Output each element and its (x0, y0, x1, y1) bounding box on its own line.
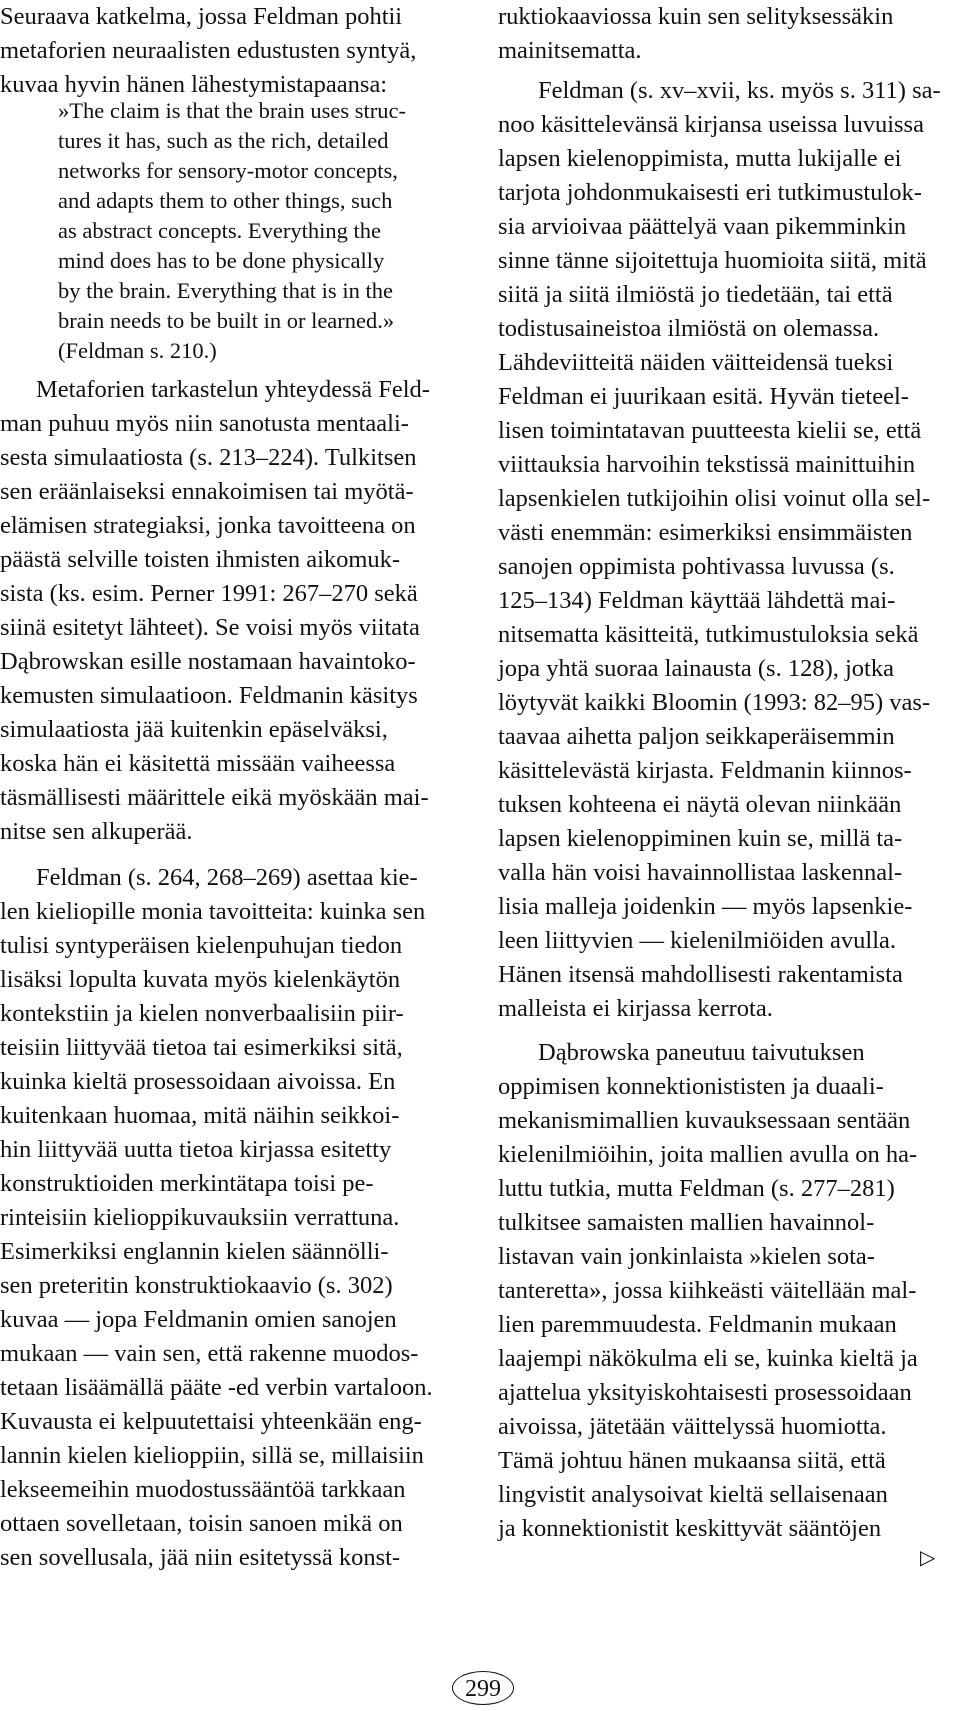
text-line: lapsenkielen tutkijoihin olisi voinut olla sel- (498, 485, 931, 512)
text-line: sia arvioivaa päättelyä vaan pikemminkin (498, 213, 907, 240)
text-line: jopa yhtä suoraa lainausta (s. 128), jotka (498, 655, 894, 682)
paragraph-start: Metaforien tarkastelun yhteydessä Feld- (36, 376, 430, 403)
text-line: rinteisiin kielioppikuvauksiin verrattuna. (0, 1204, 400, 1231)
quote-line: mind does has to be done physically (58, 248, 385, 273)
text-line: sen eräänlaiseksi ennakoimisen tai myötä- (0, 478, 414, 505)
text-line: metaforien neuraalisten edustusten syntyä, (0, 37, 417, 64)
text-line: len kieliopille monia tavoitteita: kuinka sen (0, 898, 426, 925)
text-line: sesta simulaatiosta (s. 213–224). Tulkitsen (0, 444, 417, 471)
text-line: täsmällisesti määrittele eikä myöskään mai- (0, 784, 429, 811)
quote-line: brain needs to be built in or learned.» (58, 308, 395, 333)
text-line: valla hän voisi havainnollistaa laskennal- (498, 859, 903, 886)
text-line: leen liittyvien — kielenilmiöiden avulla. (498, 927, 897, 954)
text-line: noo käsittelevänsä kirjansa useissa luvuissa (498, 111, 924, 138)
text-line: mainitsematta. (498, 37, 642, 64)
quote-line: as abstract concepts. Everything the (58, 218, 382, 243)
text-line: taavaa aihetta paljon seikkaperäisemmin (498, 723, 895, 750)
text-line: tulkitsee samaisten mallien havainnol- (498, 1209, 875, 1236)
text-line: sinne tänne sijoitettuja huomioita siitä, mitä (498, 247, 927, 274)
text-line: tulisi syntyperäisen kielenpuhujan tiedon (0, 932, 403, 959)
text-line: aivoissa, jätetään väittelyssä huomiotta. (498, 1413, 887, 1440)
continue-arrow-icon: ▷ (920, 1547, 936, 1569)
text-line: lisäksi lopulta kuvata myös kielenkäytön (0, 966, 401, 993)
text-line: elämisen strategiaksi, jonka tavoitteena on (0, 512, 416, 539)
text-line: nitsematta käsitteitä, tutkimustuloksia sekä (498, 621, 919, 648)
text-line: ja konnektionistit keskittyvät sääntöjen (498, 1515, 882, 1542)
text-line: tarjota johdonmukaisesti eri tutkimustulok- (498, 179, 922, 206)
text-line: kuvaa — jopa Feldmanin omien sanojen (0, 1306, 397, 1333)
text-line: teisiin liittyvää tietoa tai esimerkiksi sitä, (0, 1034, 403, 1061)
text-line: lapsen kielenoppimista, mutta lukijalle ei (498, 145, 902, 172)
text-line: sista (ks. esim. Perner 1991: 267–270 sekä (0, 580, 418, 607)
text-line: sanojen oppimista pohtivassa luvussa (s. (498, 553, 895, 580)
text-line: oppimisen konnektionististen ja duaali- (498, 1073, 884, 1100)
text-line: lannin kielen kielioppiin, sillä se, millaisiin (0, 1442, 424, 1469)
text-line: lien paremmuudesta. Feldmanin mukaan (498, 1311, 897, 1338)
text-line: sen preteritin konstruktiokaavio (s. 302) (0, 1272, 393, 1299)
text-line: kuinka kieltä prosessoidaan aivoissa. En (0, 1068, 396, 1095)
text-line: mekanismimallien kuvauksessaan sentään (498, 1107, 911, 1134)
text-line: lisia malleja joidenkin — myös lapsenkie- (498, 893, 913, 920)
text-line: Kuvausta ei kelpuutettaisi yhteenkään eng- (0, 1408, 422, 1435)
text-line: malleista ei kirjassa kerrota. (498, 995, 773, 1022)
quote-line: tures it has, such as the rich, detailed (58, 128, 389, 153)
text-line: ruktiokaaviossa kuin sen selityksessäkin (498, 3, 894, 30)
text-line: Tämä johtuu hänen mukaansa siitä, että (498, 1447, 886, 1474)
quote-citation: (Feldman s. 210.) (58, 338, 217, 363)
text-line: siitä ja siitä ilmiöstä jo tiedetään, tai että (498, 281, 893, 308)
quote-line: by the brain. Everything that is in the (58, 278, 393, 303)
quote-line: networks for sensory-motor concepts, (58, 158, 398, 183)
text-line: konstruktioiden merkintätapa toisi pe- (0, 1170, 374, 1197)
text-line: kuvaa hyvin hänen lähestymistapaansa: (0, 71, 388, 98)
text-line: lisen toimintatavan puutteesta kielii se, että (498, 417, 922, 444)
text-line: simulaatiosta jää kuitenkin epäselväksi, (0, 716, 388, 743)
text-line: lingvistit analysoivat kieltä sellaisenaan (498, 1481, 888, 1508)
text-line: kontekstiin ja kielen nonverbaalisiin piir- (0, 1000, 404, 1027)
text-line: Feldman ei juurikaan esitä. Hyvän tieteel- (498, 383, 909, 410)
text-line: Lähdeviitteitä näiden väitteidensä tueksi (498, 349, 894, 376)
text-line: man puhuu myös niin sanotusta mentaali- (0, 410, 409, 437)
text-line: tetaan lisäämällä pääte -ed verbin vartaloon. (0, 1374, 433, 1401)
paragraph-start: Dąbrowska paneutuu taivutuksen (538, 1039, 865, 1066)
text-line: käsittelevästä kirjasta. Feldmanin kiinnos- (498, 757, 912, 784)
text-line: luttu tutkia, mutta Feldman (s. 277–281) (498, 1175, 895, 1202)
text-line: ajattelua yksityiskohtaisesti prosessoidaan (498, 1379, 912, 1406)
text-line: Esimerkiksi englannin kielen säännölli- (0, 1238, 389, 1265)
text-line: kielenilmiöihin, joita mallien avulla on ha- (498, 1141, 918, 1168)
text-line: päästä selville toisten ihmisten aikomuk- (0, 546, 401, 573)
text-line: sen sovellusala, jää niin esitetyssä konst- (0, 1544, 401, 1571)
text-line: lapsen kielenoppiminen kuin se, millä ta- (498, 825, 903, 852)
text-line: kemusten simulaatioon. Feldmanin käsitys (0, 682, 418, 709)
paragraph-start: Feldman (s. 264, 268–269) asettaa kie- (36, 864, 418, 891)
text-line: lekseemeihin muodostussääntöä tarkkaan (0, 1476, 406, 1503)
text-line: Dąbrowskan esille nostamaan havaintoko- (0, 648, 416, 675)
text-line: todistusaineistoa ilmiöstä on olemassa. (498, 315, 880, 342)
text-line: tuksen kohteena ei näytä olevan niinkään (498, 791, 902, 818)
paragraph-start: Feldman (s. xv–xvii, ks. myös s. 311) sa- (538, 77, 941, 104)
text-line: hin liittyvää uutta tietoa kirjassa esitetty (0, 1136, 392, 1163)
text-line: siinä esitetyt lähteet). Se voisi myös viitata (0, 614, 420, 641)
quote-line: »The claim is that the brain uses struc- (58, 98, 407, 123)
text-line: Hänen itsensä mahdollisesti rakentamista (498, 961, 903, 988)
text-line: nitse sen alkuperää. (0, 818, 193, 845)
text-line: koska hän ei käsitettä missään vaiheessa (0, 750, 396, 777)
text-line: mukaan — vain sen, että rakenne muodos- (0, 1340, 419, 1367)
text-line: löytyvät kaikki Bloomin (1993: 82–95) vas- (498, 689, 931, 716)
text-line: listavan vain jonkinlaista »kielen sota- (498, 1243, 875, 1270)
text-line: västi enemmän: esimerkiksi ensimmäisten (498, 519, 913, 546)
text-line: viittauksia harvoihin tekstissä mainittuihin (498, 451, 916, 478)
text-line: tanteretta», jossa kiihkeästi väitellään mal- (498, 1277, 917, 1304)
page-number: 299 (452, 1671, 514, 1705)
text-line: ottaen sovelletaan, toisin sanoen mikä on (0, 1510, 403, 1537)
text-line: laajempi näkökulma eli se, kuinka kieltä ja (498, 1345, 918, 1372)
text-line: kuitenkaan huomaa, mitä näihin seikkoi- (0, 1102, 400, 1129)
text-line: Seuraava katkelma, jossa Feldman pohtii (0, 3, 403, 30)
text-line: 125–134) Feldman käyttää lähdettä mai- (498, 587, 896, 614)
quote-line: and adapts them to other things, such (58, 188, 393, 213)
